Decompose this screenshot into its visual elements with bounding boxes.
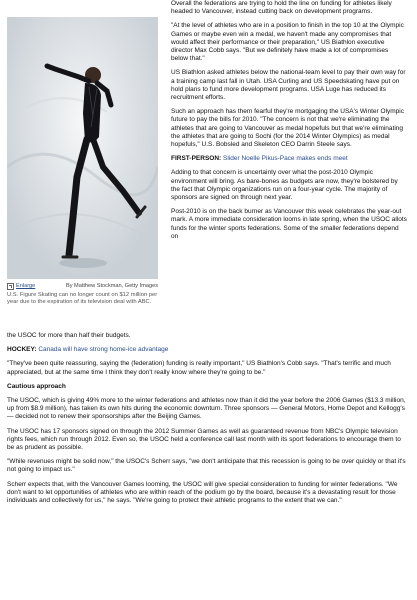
hockey-line	[7, 346, 409, 354]
photo-credit: By Matthew Stockman, Getty Images	[65, 283, 158, 289]
photo-column	[7, 17, 158, 307]
paragraph: the USOC for more than half their budgets.	[7, 332, 131, 339]
first-person-label: FIRST-PERSON:	[171, 155, 222, 163]
hockey-link[interactable]: Canada will have strong home-ice advantage	[38, 346, 169, 354]
section-subhead: Cautious approach	[7, 382, 66, 390]
paragraph: "They've been quite reassuring, saying the (federation) funding is really important," US Biathlon's Cobb says. "That's terrific and much appreciated, but at the same time I think they don't really know where they're going to be."	[7, 360, 391, 376]
paragraph: "At the level of athletes who are in a position to finish in the top 10 at the Olympic Games or maybe even win a medal, we haven't made any compromises that would affect their performance or their preparation," US Biathlon executive director Max Cobb says. "But we definitely have made a lot of compromises below that."	[171, 22, 404, 63]
paragraph: Adding to that concern is uncertainty over what the post-2010 Olympic environment will bring. As bare-bones as budgets are now, they're bolstered by the fact that Olympic organizations run on a four-year cycle. The majority of sponsors are signed on through next year.	[171, 169, 398, 202]
paragraph: The USOC, which is giving 49% more to the winter federations and athletes now than it did the year before the 2006 Games ($13.3 million, up from $8.9 million), has taken its own hits during the economic downturn. Three sponsors — General Motors, Home Depot and Kellogg's — decided not to renew their sponsorships after the Beijing Games.	[7, 397, 406, 421]
skater-illustration	[7, 17, 158, 279]
enlarge-icon	[7, 283, 14, 290]
paragraph: Post-2010 is on the back burner as Vancouver this week celebrates the year-out mark. A more immediate consideration looms in late spring, when the USOC allots funds for the winter sports federations. Some of the smaller federations depend on	[171, 208, 407, 240]
full-width-text	[7, 332, 409, 511]
right-column-text	[171, 0, 407, 247]
photo-meta	[7, 281, 158, 291]
skater-photo[interactable]	[7, 17, 158, 279]
enlarge-link[interactable]: Enlarge	[16, 283, 36, 289]
hockey-label: HOCKEY:	[7, 346, 37, 354]
photo-caption: U.S. Figure Skating can no longer count on $12 million per year due to the expiration of its television deal with ABC.	[7, 292, 158, 306]
paragraph: The USOC has 17 sponsors signed on through the 2012 Summer Games as well as guaranteed revenue from NBC's Olympic television rights fees, which run through 2012. Even so, the USOC held a conference call last month with its sport federations to encourage them to be as prudent as possible.	[7, 427, 401, 452]
first-person-line	[171, 155, 407, 163]
paragraph: Overall the federations are trying to hold the line on funding for athletes likely headed to Vancouver, instead cutting back on development programs.	[171, 0, 392, 16]
paragraph: Such an approach has them fearful they're mortgaging the USA's Winter Olympic future to pay the bills for 2010. "The concern is not that we're eliminating the athletes that are going to Vancouver as medal hopefuls but that we're eliminating the athletes that are going to Sochi (for the 2014 Winter Olympics) as medal hopefuls," U.S. Bobsled and Skeleton CEO Darrin Steele says.	[171, 108, 404, 149]
paragraph: US Biathlon asked athletes below the national-team level to pay their own way for a training camp last fall in Utah. USA Curling and US Speedskating have put on hold plans to fund more development programs. USA Luge has reduced its recruitment efforts.	[171, 69, 406, 102]
enlarge-control[interactable]	[7, 282, 35, 290]
first-person-link[interactable]: Slider Noelle Pikus-Pace makes ends meet	[223, 155, 348, 163]
paragraph: Scherr expects that, with the Vancouver Games looming, the USOC will give special consideration to funding for winter federations. "We don't want to let opportunities of athletes who are within reach of the podium go by the board, because it's a devastating result for those individuals and collectively for us," he says. "We're going to protect their athletic programs to the extent that we can."	[7, 480, 398, 505]
paragraph: "While revenues might be solid now," the USOC's Scherr says, "we don't anticipate that this recession is going to be over quickly or that it's not going to impact us."	[7, 458, 406, 474]
